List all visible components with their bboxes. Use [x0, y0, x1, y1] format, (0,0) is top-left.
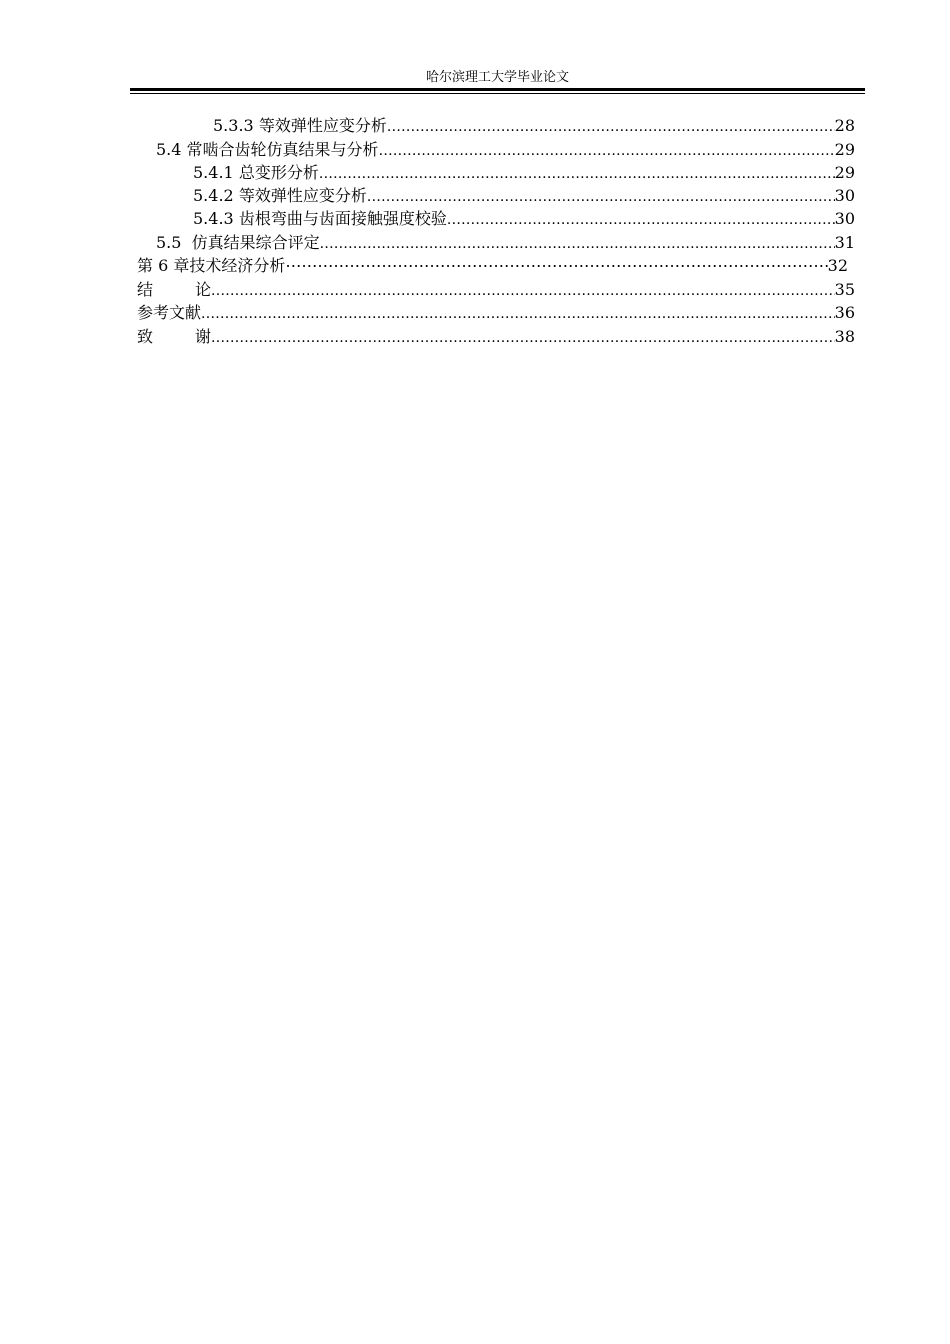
toc-entry-label: 参考文献: [137, 303, 202, 322]
dot-leader: [285, 256, 827, 276]
dot-leader: [211, 280, 835, 300]
toc-page-number: 35: [834, 280, 855, 299]
dot-leader: [367, 186, 835, 206]
toc-entry-label: 5.4.2 等效弹性应变分析: [193, 186, 367, 205]
toc-entry-5-4[interactable]: [156, 138, 855, 160]
toc-entry-5-4-3[interactable]: [193, 207, 855, 229]
toc-entry-label: 致 谢: [137, 327, 212, 346]
toc-entry-references[interactable]: [137, 301, 855, 323]
toc-entry-label: 5.4.3 齿根弯曲与齿面接触强度校验: [193, 209, 447, 228]
toc-page-number: 31: [834, 233, 855, 252]
toc-page-number: 38: [834, 327, 855, 346]
toc-entry-5-4-2[interactable]: [193, 184, 855, 206]
toc-page-number: 29: [834, 163, 855, 182]
dot-leader: [320, 233, 835, 253]
toc-entry-5-5[interactable]: [156, 231, 855, 253]
toc-page-number: 30: [834, 209, 855, 228]
dot-leader: [201, 303, 835, 323]
dot-leader: [447, 209, 835, 229]
dot-leader: [319, 163, 835, 183]
toc-entry-label: 5.3.3 等效弹性应变分析: [213, 116, 387, 135]
toc-entry-acknowledgements[interactable]: [137, 325, 855, 347]
toc-page-number: 32: [827, 256, 848, 275]
toc-page-number: 29: [834, 140, 855, 159]
toc-entry-chapter-6[interactable]: [137, 254, 848, 276]
toc-entry-5-4-1[interactable]: [193, 161, 855, 183]
dot-leader: [379, 140, 835, 160]
toc-entry-label: 5.4 常啮合齿轮仿真结果与分析: [156, 140, 379, 159]
toc-entry-conclusion[interactable]: [137, 278, 855, 300]
toc-entry-label: 第 6 章技术经济分析: [137, 256, 286, 275]
toc-page-number: 28: [834, 116, 855, 135]
toc-entry-label: 结 论: [137, 280, 212, 299]
toc-entry-5-3-3[interactable]: [213, 114, 855, 136]
toc-entry-label: 5.5 仿真结果综合评定: [156, 233, 320, 252]
page-header: 哈尔滨理工大学毕业论文: [425, 70, 569, 85]
toc-page-number: 36: [834, 303, 855, 322]
dot-leader: [387, 116, 835, 136]
header-rule-thin: [130, 93, 865, 94]
dot-leader: [211, 327, 835, 347]
toc-entry-label: 5.4.1 总变形分析: [193, 163, 319, 182]
header-rule-thick: [130, 88, 865, 91]
toc-page-number: 30: [834, 186, 855, 205]
